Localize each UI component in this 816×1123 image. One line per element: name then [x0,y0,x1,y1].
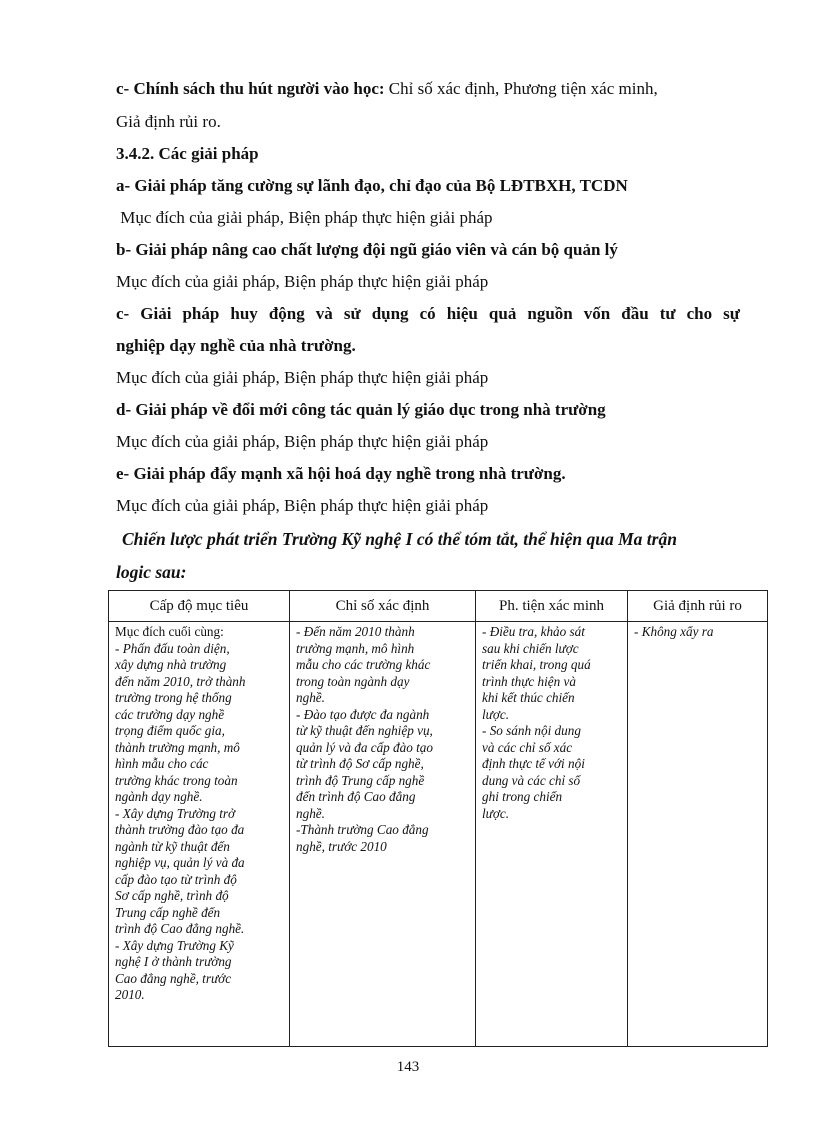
solution-c-heading-line2: nghiệp dạy nghề của nhà trường. [116,336,356,355]
cell-line: ngành dạy nghề. [115,789,203,804]
cell-line: - So sánh nội dung [482,723,581,738]
cell-line: - Đào tạo được đa ngành [296,706,430,722]
solution-c-heading-line1: c- Giải pháp huy động và sử dụng có hiệu quả nguồn vốn đầu tư cho sự [116,304,740,323]
policy-paragraph-line1 [116,78,658,100]
cell-line: nghệ I ở thành trường [115,954,232,969]
cell-line: sau khi chiến lược [482,640,579,656]
page-number: 143 [396,1059,420,1075]
cell-line: cấp đào tạo từ trình độ [115,871,237,887]
cell-line: ghi trong chiến [482,789,563,804]
cell-line: trình độ Trung cấp nghề [296,772,425,788]
section-heading: 3.4.2. Các giải pháp [116,144,259,163]
cell-line: trong toàn ngành dạy [296,673,410,689]
policy-text: Chỉ số xác định, Phương tiện xác minh, [384,79,658,98]
header-objective-level: Cấp độ mục tiêu [109,591,290,622]
cell-line: Cao đẳng nghề, trước [115,970,232,986]
cell-line: hình mẫu cho các [115,756,209,771]
cell-line: Sơ cấp nghề, trình độ [115,888,229,903]
cell-line: trường trong hệ thống [115,690,232,705]
cell-line: thành trường đào tạo đa [115,822,245,837]
logic-matrix-table [108,590,768,1047]
header-verification-means: Ph. tiện xác minh [476,591,628,622]
cell-line: triển khai, trong quá [482,657,591,672]
cell-line: đến trình độ Cao đẳng [296,789,416,804]
cell-line: nghề. [296,805,325,821]
cell-line: Trung cấp nghề đến [115,904,221,920]
cell-line: - Xây dựng Trường trở [115,805,236,821]
solution-d-heading: d- Giải pháp về đổi mới công tác quản lý giáo dục trong nhà trường [116,400,606,419]
cell-line: trình thực hiện và [482,673,576,689]
header-risk-assumptions: Giả định rủi ro [628,591,768,622]
cell-line: -Thành trường Cao đẳng [296,822,429,837]
cell-line: quản lý và đa cấp đào tạo [296,739,433,755]
cell-line: đến năm 2010, trở thành [115,673,246,689]
cell-line: trường mạnh, mô hình [296,640,415,656]
cell-line: định thực tế với nội [482,756,585,771]
cell-line: trọng điểm quốc gia, [115,723,225,738]
table-header-row [109,591,768,622]
solution-b-body: Mục đích của giải pháp, Biện pháp thực hiện giải pháp [116,272,489,291]
policy-label: c- Chính sách thu hút người vào học: [116,79,385,98]
cell-line: từ kỹ thuật đến nghiệp vụ, [296,723,433,738]
solution-b-heading: b- Giải pháp nâng cao chất lượng đội ngũ giáo viên và cán bộ quản lý [116,240,618,259]
cell-line: khi kết thúc chiến [482,690,575,705]
cell-line: 2010. [115,987,145,1002]
solution-e-body: Mục đích của giải pháp, Biện pháp thực hiện giải pháp [116,496,489,515]
table-row [109,622,768,1047]
cell-line: thành trường mạnh, mô [115,739,240,755]
cell-line: - Xây dựng Trường Kỹ [115,937,234,953]
strategy-intro-line1: Chiến lược phát triển Trường Kỹ nghệ I có thể tóm tắt, thể hiện qua Ma trận [122,529,677,549]
solution-c-body: Mục đích của giải pháp, Biện pháp thực hiện giải pháp [116,368,489,387]
cell-line: nghiệp vụ, quản lý và đa [115,855,245,870]
solution-d-body: Mục đích của giải pháp, Biện pháp thực hiện giải pháp [116,432,489,451]
strategy-intro-line2: logic sau: [116,562,187,582]
cell-line: lược. [482,805,510,821]
cell-verification-means [476,622,628,1047]
cell-line: - Không xẩy ra [634,624,714,639]
cell-risk-assumptions [628,622,768,1047]
policy-paragraph-line2: Giả định rủi ro. [116,112,221,131]
ultimate-goal-label: Mục đích cuối cùng: [115,624,224,639]
cell-line: và các chỉ số xác [482,739,573,755]
cell-objective-level [109,622,290,1047]
header-indicators: Chỉ số xác định [290,591,476,622]
cell-line: các trường dạy nghề [115,706,225,722]
cell-line: từ trình độ Sơ cấp nghề, [296,756,424,771]
solution-a-heading: a- Giải pháp tăng cường sự lãnh đạo, chỉ đạo của Bộ LĐTBXH, TCDN [116,176,628,195]
cell-line: dung và các chỉ số [482,772,581,788]
cell-line: lược. [482,706,510,722]
cell-line: nghề. [296,690,325,705]
cell-line: mẫu cho các trường khác [296,657,431,672]
cell-line: trường khác trong toàn [115,772,238,788]
solution-e-heading: e- Giải pháp đẩy mạnh xã hội hoá dạy nghề trong nhà trường. [116,464,566,483]
cell-indicators [290,622,476,1047]
cell-line: xây dựng nhà trường [115,657,227,672]
cell-line: trình độ Cao đẳng nghề. [115,921,245,936]
cell-line: - Phấn đấu toàn diện, [115,640,230,656]
cell-line: ngành từ kỹ thuật đến [115,838,230,854]
solution-a-body: Mục đích của giải pháp, Biện pháp thực hiện giải pháp [116,208,493,227]
cell-line: - Điều tra, khảo sát [482,624,585,639]
cell-line: - Đến năm 2010 thành [296,624,415,639]
cell-line: nghề, trước 2010 [296,838,387,854]
